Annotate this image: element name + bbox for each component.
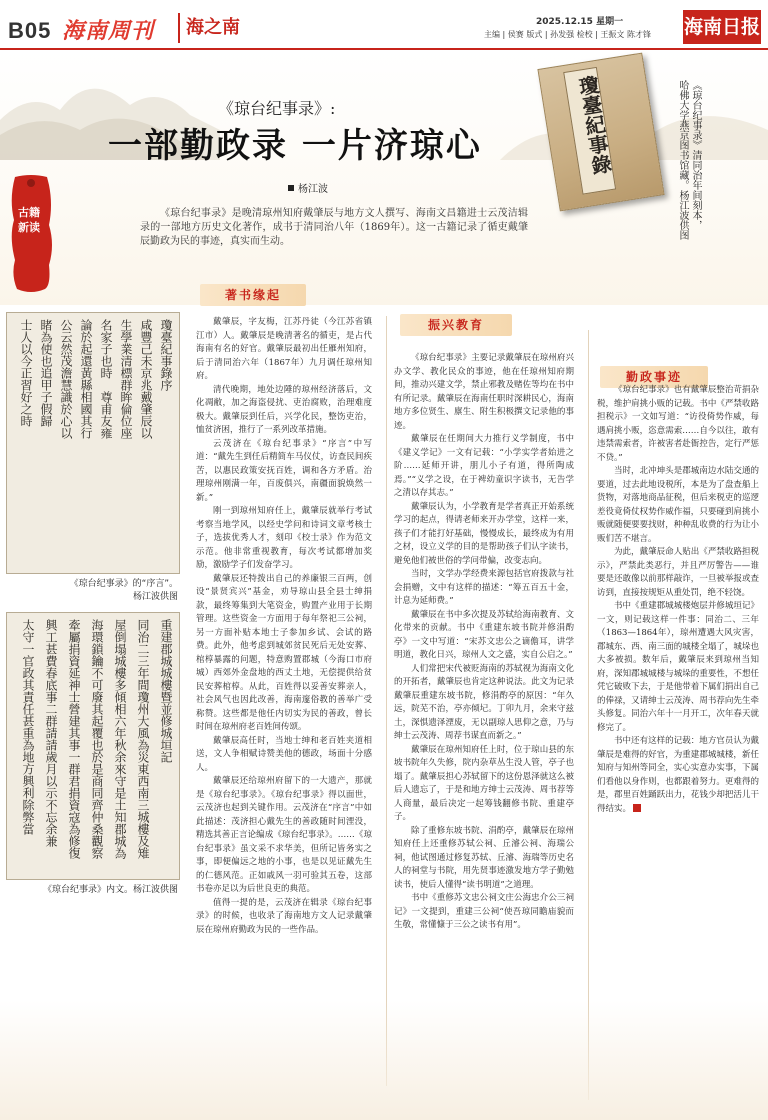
scan-text-column: 士人以今正習好之時 <box>19 319 33 427</box>
book-title-label <box>563 67 616 195</box>
book-caption-line-2: 哈佛大学燕京图书馆藏。杨江波供图 <box>677 80 688 240</box>
lead-paragraph: 《琼台纪事录》是晚清琼州知府戴肇辰与地方文人撰写、海南文昌籍进士云茂洁辑录的一部地方历史文化著作，成书于清同治八年（1869年）。这一古籍记录了循吏戴肇辰勤政为民的事迹，真实而生动。 <box>140 208 528 247</box>
paragraph: 书中《重修苏文忠公祠文庄公海忠介公三祠记》一文提到，重建三公祠“使吾琼同瞻庙貌而生敬，常懂慷于三公之读书有用”。 <box>394 893 574 930</box>
paragraph: 云茂济在《琼台纪事录》“序言”中写道：“戴先生到任后精简车马仪仗，访查民间疾苦，以惠民政策安抚百姓，调和各方矛盾。治理琼州刚满一年，百废俱兴，南疆面貌焕然一新。” <box>196 438 372 503</box>
paragraph: 当时，北冲坤头是郡城南边水陆交通的要道，过去此地设税所，本是为了盘查船上货物，对落地商品征税，但后来税吏的巡逻差役竟倚仗权势作威作福，只要碰到肩挑小贩就随便要要找财，种种乱收费的行为让小贩们苦不堪言。 <box>597 466 759 544</box>
scan-text-column: 論於起還黃縣相國其行 <box>79 319 93 439</box>
scan-text-column: 睹為使也追甲子假歸 <box>39 319 53 439</box>
preface-scan-image <box>6 312 180 574</box>
paragraph: 《琼台纪事录》也有戴肇辰整治苛捐杂税，维护肩挑小贩的记载。书中《严禁收路担税示》一文如写道：“访役倚势作威，每遇肩挑小贩，恣意需索……自今以往，敢有违禁需索者，许被害者赴衙控告，定行严惩不贷。” <box>597 385 759 463</box>
paragraph: 刚一到琼州知府任上，戴肇辰就举行考试考察当地学风，以经史学问和诗词文章考核士子，选拔优秀人才，刻印《校士录》作为范文示范。他非常重视教育，每次考试都增加奖励，激励学子们发奋学习。 <box>196 506 372 570</box>
scan-text-column: 咸豐己未京兆戴肇辰以 <box>139 319 153 439</box>
article-column-education <box>394 352 574 930</box>
scan-text-column: 瓊臺紀事錄序 <box>159 319 173 391</box>
scan-text-column: 同治二三年間瓊州大風為災東西南三城樓及雉 <box>136 619 150 859</box>
book-cover-photo <box>537 53 664 212</box>
paragraph: 戴肇辰在琼州知府任上时，位于琼山县的东坡书院年久失修，院内杂草丛生没人管，亭子也塌了。戴肇辰担心苏轼留下的这份恩泽就这么被后人遗忘了，于是和地方绅士云茂涛、周书荐等人商量，最后决定一起筹钱翻修书院、重建亭子。 <box>394 744 574 822</box>
paragraph: 戴肇辰还特拨出自己的养廉银三百两，创设“景贤宾兴”基金，劝导琼山县全县士绅捐款，最终筹集到大笔资金，购置产业用于长期管理。这些资金一方面用于每年祭祀三公祠，另一方面补贴本地士子参加乡试、会试的路费。此外，他考虑到城郊贫民死后无处安葬、棺椁暴露的问题，特意购置郡城（今海口市府城）西郊外金盘地的西丈土地，无偿提供给贫民安葬棺椁。从此，百姓得以妥善安葬亲人，社会风气也因此改善，海南邃俗教的善举广受称赞。这些都是他任内切实为民的善政，曾长时间在琼州府老百姓间传颂。 <box>196 573 372 732</box>
paragraph <box>597 735 759 816</box>
page-number: B05 <box>8 18 52 43</box>
paragraph: 除了重修东坡书院、涓酌亭，戴肇辰在琼州知府任上还重修苏轼公祠、丘濬公祠、海瑞公祠，他试图通过修复苏轼、丘濬、海瑞等历史名人的祠堂与书院，用先贤事迹激发地方学子勤勉读书，使后人懂得“读书明道”之道理。 <box>394 825 574 890</box>
section-heading-origin: 著书缘起 <box>200 284 306 306</box>
brand-title: 海南周刊 <box>62 19 155 44</box>
paragraph: 书中《重建郡城城楼炮层并修城垣记》一文，则记载这样一件事：同治二、三年（1863—1864年），琼州遭遇大风灾害，郡城东、西、南三面的城楼全塌了，城垛也大多被损。数年后，戴肇辰来到琼州当知府，深知郡城城楼与城垛的重要性，不想任凭它破败下去，于是他带着下属们捐出自己的俸禄，又请绅士云茂涛、周书荐向先生牵头修复。同治六年十一月开工，次年春天就修完了。 <box>597 601 759 733</box>
caption-line: 《琼台纪事录》的“序言”。 <box>69 579 178 589</box>
article-end-icon <box>633 804 641 812</box>
book-caption-line-1: 《琼台纪事录》清同治年间刻本， <box>690 80 701 230</box>
column-divider <box>386 316 387 1086</box>
byline-square-icon <box>288 185 294 191</box>
paragraph: 当时，文学办学经费来源包括官府拨款与社会捐赠，文中有这样的描述：“筹五百五十金，计息为延师费。” <box>394 569 574 606</box>
scan-text-column: 屋倒塌城樓多傾相六年秋余來守是土知郡城為 <box>113 619 127 859</box>
body-scan-caption: 《琼台纪事录》内文。杨江波供图 <box>42 885 178 895</box>
bottom-landscape-wash <box>0 1000 768 1120</box>
scan-text-column: 名家子也時 尊甫友雍 <box>99 319 113 439</box>
paragraph: 戴肇辰在任期间大力推行义学制度，书中《建义学记》一文有记载：“小学实学者始进之阶……延师开讲，朋儿小子有道，得所陶成焉。”“义学之设，在于裨幼童识字读书，无告学之清以存其志。” <box>394 434 574 498</box>
article-column-governance <box>597 384 759 814</box>
book-title-text: 瓊臺紀事錄 <box>574 73 614 177</box>
scan-text-column: 重建郡城城樓暨並修城垣記 <box>159 619 173 763</box>
paragraph: 值得一提的是，云茂济在辑录《琼台纪事录》的时候，也收录了海南地方文人记录戴肇辰在琼州府勤政为民的一些作品。 <box>196 897 372 935</box>
column-divider <box>588 330 589 1100</box>
paragraph: 戴肇辰认为，小学教育是学者真正开始系统学习的起点，得请老师来开办学堂，这样一来，孩子们才能打好基础，慢慢成长，最终成为有用之材，设立义学的目的是帮助孩子们认字读书，避免他们被世俗的学问带偏，改变志向。 <box>394 501 574 566</box>
paragraph: 为此，戴肇辰命人贴出《严禁收路担税示》，严禁此类恶行，并且严厉警告——谁要是还敢像以前那样敲诈，一旦被举报或查访到，直接按规矩从重处罚，绝不轻饶。 <box>597 547 759 598</box>
paragraph: 戴肇辰还给琼州府留下的一大遗产，那就是《琼台纪事录》。《琼台纪事录》得以面世，云茂济也起到关键作用。云茂济在“序言”中如此描述：茂济担心戴先生的善政随时间湮没，精选其善正言论编成《琼台纪事录》。……《琼台纪事录》虽文采不求华美，但所记皆务实之事，即便偏远之地的小事，也是以见证戴先生的仁德风范。正如戚风一羽可验其五卷，这部书卷亦足以为后世良吏的典范。 <box>196 776 372 894</box>
body-text-scan-image <box>6 612 180 880</box>
issue-date: 2025.12.15 星期一 <box>536 17 624 27</box>
scan-text-column: 牽屬捐資延神士營建其事一群君捐資寇為修復 <box>67 619 81 859</box>
article-column-origin <box>196 316 372 1088</box>
paragraph: 清代晚期，地处边陲的琼州经济落后，文化凋敝，加之海盗侵扰、吏治腐败，治理难度极大。戴肇辰到任后，兴学化民，整饬吏治，恤贫济困，推行了一系列改革措施。 <box>196 384 372 435</box>
newspaper-logo: 海南日报 <box>683 10 761 44</box>
scan-text-column: 海環鎖鑰不可廢其起覆也於是商同齊仲桑觀察 <box>90 619 104 859</box>
paragraph: 戴肇辰在书中多次提及苏轼给海南教育、文化带来的贡献。书中《重建东坡书院并修涓酌亭》一文中写道：“宋苏文忠公之谪儋耳，讲学明道，教化日兴，琼州人文之盛，实自公启之。” <box>394 609 574 660</box>
paragraph: 戴肇辰高任时，当地士绅和老百姓夹道相送，文人争相赋诗赞美他的德政，场面十分感人。 <box>196 735 372 773</box>
scan-text-column: 生學業清標群眸倫位座 <box>119 319 133 439</box>
paragraph: 人们常把宋代被贬海南的苏轼视为海南文化的开拓者，戴肇辰也肯定这种说法。此文为记录戴肇辰重建东坡书院，修涓酌亭的原因：“年久远，院芜不治，亭亦倾圮。丁卯九月，余来守兹土，深惧遗泽湮废，无以副琼人思仰之意，乃与绅士云茂涛、周荐书谋直而新之。” <box>394 663 574 741</box>
paragraph-text: 书中还有这样的记载：地方官员认为戴肇辰是难得的好官，为重建郡城城楼，新任知府与知州等同全，实心实意办实事，下属们看他以身作则，也都跟着努力。更难得的是，郡里百姓踊跃出力，花钱少却把活儿干得结实。 <box>597 736 759 814</box>
byline <box>288 180 328 195</box>
scan-text-column: 公云然茂澹慧識於心以 <box>59 319 73 439</box>
preface-scan-caption <box>10 578 178 604</box>
scan-text-column: 興工甚費春底事二群請請歲月以示不忘余兼 <box>44 619 58 847</box>
section-heading-governance: 勤政事迹 <box>600 366 708 388</box>
article-subtitle: 《琼台纪事录》: <box>218 99 336 118</box>
article-title: 一部勤政录 一片济琼心 <box>108 126 482 166</box>
section-heading-education: 振兴教育 <box>400 314 512 336</box>
caption-credit: 杨江波供图 <box>132 592 178 602</box>
book-photo-caption <box>676 80 702 310</box>
editor-credits: 主编 | 侯赛 版式 | 孙发强 检校 | 王振文 陈才锋 <box>484 30 651 39</box>
author-name: 杨江波 <box>298 184 328 195</box>
scan-text-column: 太守一官政其責任甚重為地方興利除弊當 <box>21 619 35 835</box>
paragraph: 《琼台纪事录》主要记录戴肇辰在琼州府兴办文学、教化民众的事迹，他在任琼州知府期间，推动兴建文学，禁止邪教及赌佐等均在书中有所记录。戴肇辰在海南任职时深耕民心，海南地方多位贤生、廪生、附生积极撰文记录他的事迹。 <box>394 353 574 431</box>
paragraph: 戴肇辰，字友梅，江苏丹徒（今江苏省镇江市）人。戴肇辰是晚清著名的循吏，是占代海南有名的好官。戴肇辰最初出任雁州知府，后于清同治六年（1867年）九月调任琼州知府。 <box>196 317 372 381</box>
seal-label: 古籍新读 <box>18 206 40 234</box>
section-tag: 海之南 <box>178 13 246 43</box>
